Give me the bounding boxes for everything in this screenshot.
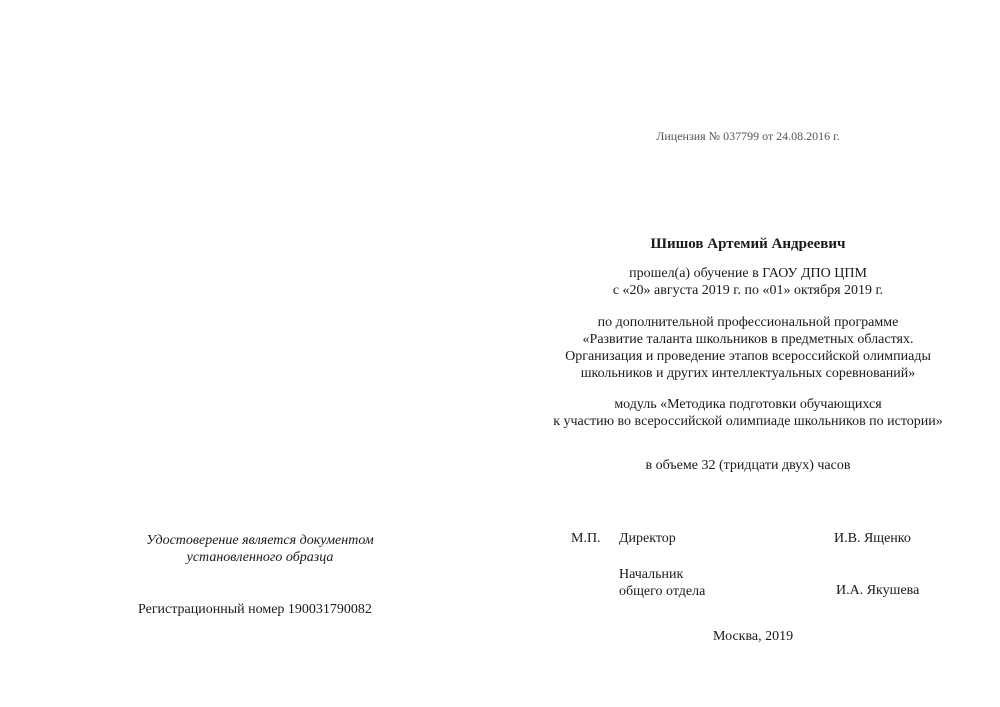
director-name: И.В. Ященко (834, 531, 911, 546)
training-dates-line: с «20» августа 2019 г. по «01» октября 2019 г. (612, 283, 884, 298)
hours-line: в объеме 32 (тридцати двух) часов (645, 458, 851, 473)
department-head-title (619, 566, 705, 600)
program-line-1: по дополнительной профессиональной программе (597, 315, 899, 330)
recipient-name: Шишов Артемий Андреевич (650, 236, 846, 252)
training-institution-line: прошел(а) обучение в ГАОУ ДПО ЦПМ (629, 266, 867, 281)
program-line-3: Организация и проведение этапов всероссийской олимпиады (565, 349, 931, 364)
director-title: Директор (619, 531, 676, 546)
program-line-2: «Развитие таланта школьников в предметных областях. (582, 332, 914, 347)
document-note-line-1: Удостоверение является документом (146, 533, 374, 548)
document-note-line-2: установленного образца (186, 550, 334, 565)
module-line-1: модуль «Методика подготовки обучающихся (614, 397, 882, 412)
stamp-place-label: М.П. (571, 531, 601, 546)
city-year: Москва, 2019 (713, 629, 794, 644)
department-head-title-line-1: Начальник (619, 567, 684, 582)
registration-number: Регистрационный номер 190031790082 (138, 602, 372, 617)
training-period (510, 265, 986, 299)
hours-volume (510, 457, 986, 474)
program-line-4: школьников и других интеллектуальных соревнований» (580, 366, 916, 381)
department-head-name: И.А. Якушева (836, 583, 920, 598)
document-status-note (130, 532, 390, 566)
license-number: Лицензия № 037799 от 24.08.2016 г. (656, 129, 840, 143)
module-description (510, 396, 986, 430)
department-head-title-line-2: общего отдела (619, 584, 706, 599)
program-description (510, 314, 986, 382)
module-line-2: к участию во всероссийской олимпиаде школьников по истории» (553, 414, 943, 429)
